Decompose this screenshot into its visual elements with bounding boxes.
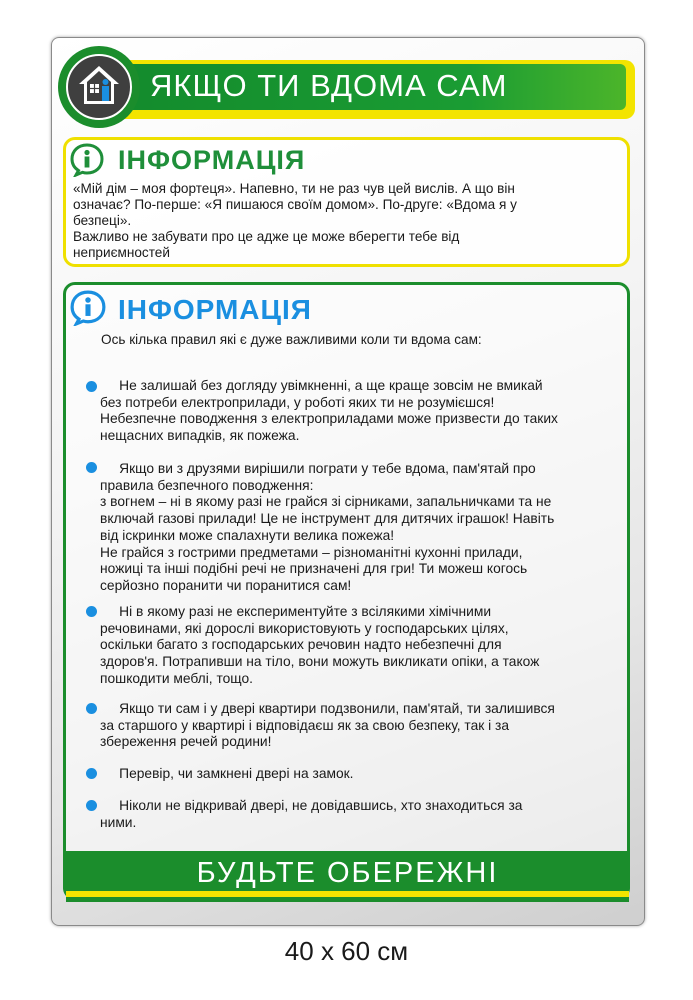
house-icon [76, 62, 122, 108]
page-title: ЯКЩО ТИ ВДОМА САМ [150, 68, 508, 103]
bullet-icon [86, 768, 97, 779]
info-box-intro-title: ІНФОРМАЦІЯ [118, 145, 306, 175]
rule-line: Ні в якому разі не експериментуйте з всілякими хімічними [100, 604, 492, 619]
rule-line: здоров'я. Потрапивши на тіло, вони можуть викликати опіки, а також [100, 654, 540, 670]
footer-green-stripe [66, 897, 629, 902]
intro-line: означає? По-перше: «Я пишаюся своїм домом». По-друге: «Вдома я у [73, 197, 517, 212]
rule-line: нещасних випадків, як пожежа. [100, 428, 300, 444]
rule-line: Якщо ти сам і у двері квартири подзвонили, пам'ятай, ти залишився [100, 701, 555, 716]
rule-item [100, 378, 620, 445]
info-box-intro-text [73, 181, 613, 261]
rule-line: Небезпечне поводження з електроприладами може призвести до таких [100, 411, 558, 427]
rule-item [100, 461, 620, 595]
bullet-icon [86, 800, 97, 811]
intro-line: Важливо не забувати про це адже це може вберегти тебе від [73, 229, 460, 244]
rule-item [100, 701, 620, 751]
bullet-icon [86, 606, 97, 617]
size-label: 40 x 60 см [284, 936, 409, 966]
rules-intro: Ось кілька правил які є дуже важливими коли ти вдома сам: [101, 332, 482, 347]
rule-line: оскільки багато з господарських речовин надто небезпечні для [100, 637, 502, 653]
rule-line: збереження речей родини! [100, 734, 272, 750]
bullet-icon [86, 462, 97, 473]
rule-line: правила безпечного поводження: [100, 477, 314, 493]
rule-line: без потреби електроприлади, у роботі яких ти не розумієшся! [100, 394, 495, 410]
info-icon [70, 143, 104, 177]
rule-line: за старшого у квартирі і відповідаєш як за свою безпеку, так і за [100, 717, 510, 733]
rule-line: від іскринки може спалахнути велика пожежа! [100, 527, 395, 543]
rule-line: Перевір, чи замкнені двері на замок. [100, 766, 354, 781]
rule-line: Не грайся з гострими предметами – різноманітні кухонні прилади, [100, 544, 523, 560]
intro-line: безпеці». [73, 213, 132, 228]
rule-line: з вогнем – ні в якому разі не грайся зі сірниками, запальничками та не [100, 494, 552, 510]
info-icon [70, 290, 106, 326]
rule-line: ножиці та інші подібні речі не призначені для гри! Ти можеш когось [100, 561, 528, 577]
rule-line: Ніколи не відкривай двері, не довідавшись, хто знаходиться за [100, 798, 523, 813]
rule-line: пошкодити меблі, тощо. [100, 670, 253, 686]
bullet-icon [86, 703, 97, 714]
rule-line: серйозно поранити чи поранитися сам! [100, 577, 352, 593]
rule-line: Якщо ви з друзями вирішили пограти у тебе вдома, пам'ятай про [100, 461, 536, 476]
intro-line: «Мій дім – моя фортеця». Напевно, ти не раз чув цей вислів. А що він [73, 181, 515, 196]
rule-line: включай газові прилади! Це не інструмент для дитячих іграшок! Навіть [100, 511, 555, 527]
rule-item [100, 766, 620, 783]
intro-line: неприємностей [73, 245, 170, 260]
rule-item [100, 604, 620, 688]
footer-slogan: БУДЬТЕ ОБЕРЕЖНІ [196, 857, 499, 889]
rule-line: речовинами, які дорослі використовують у господарських цілях, [100, 620, 509, 636]
bullet-icon [86, 381, 97, 392]
info-box-rules-title: ІНФОРМАЦІЯ [118, 294, 312, 325]
rule-line: ними. [100, 814, 137, 830]
rule-line: Не залишай без догляду увімкненні, а ще краще зовсім не вмикай [100, 378, 543, 393]
rule-item [100, 798, 620, 831]
